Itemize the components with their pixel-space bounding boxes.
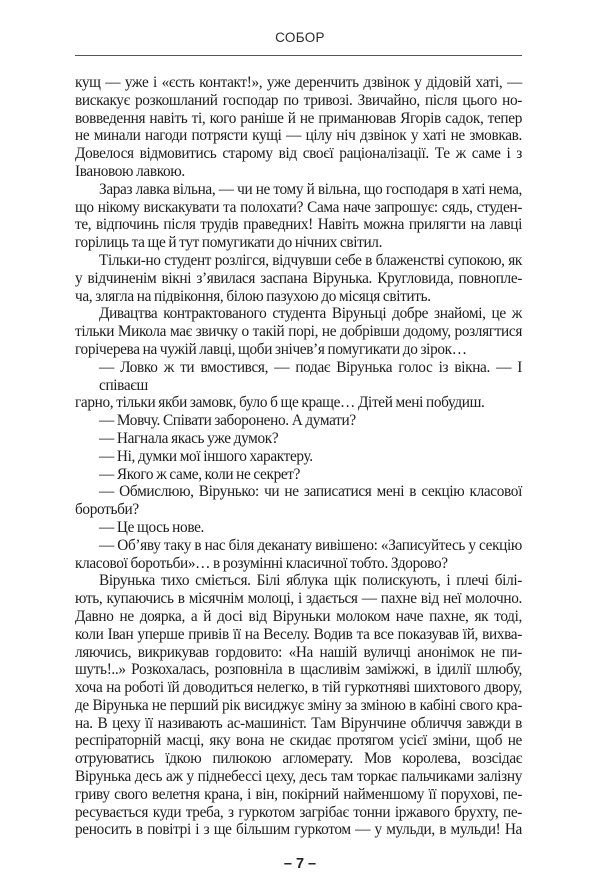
text-line: Тільки-но студент розлігся, відчувши себе в блаженстві супокою, як (99, 251, 522, 269)
text-line: — Нагнала якась уже думок? (99, 429, 279, 447)
header-rule (75, 55, 522, 56)
body-text (75, 74, 522, 839)
text-line: Вірунька десь аж у піднебессі цеху, десь там торкає пальчиками залізну (75, 768, 522, 786)
text-line: — Об’яву таку в нас біля деканату вивішено: «Записуйтесь у секцію (99, 536, 522, 554)
text-line: — Якого ж саме, коли не секрет? (99, 465, 301, 483)
text-line: Івановою лавкою. (75, 162, 185, 180)
text-line: де Вірунька не перший рік висиджує зміну за зміною в кабіні свого кра- (75, 696, 522, 714)
text-line: Вірунька тихо сміється. Білі яблука щік полискують, і плечі білі- (99, 572, 522, 590)
text-line: — Обмислюю, Вірунько: чи не записатися мені в секцію класової (99, 483, 522, 501)
text-line: кущ — уже і «єсть контакт!», уже деренчить дзвінок у дідовій хаті, — (75, 74, 522, 91)
text-line: — Ловко ж ти вмостився, — подає Вірунька голос із вікна. — І співаєш (99, 358, 522, 394)
text-line: не минали нагоди потрясти кущі — цілу ніч дзвінок у хаті не змовкав. (75, 127, 522, 145)
text-line: Довелося відмовитись старому від своєї раціоналізації. Те ж саме і з (75, 145, 522, 163)
text-line: реносить в повітрі і з ще більшим гуркотом — у мульди, в мульди! На (75, 821, 522, 839)
text-line: — Мовчу. Співати заборонено. А думати? (99, 412, 356, 430)
text-line: коли Іван уперше привів її на Веселу. Водив та все показував їй, вихва- (75, 625, 522, 643)
text-line: тільки Микола має звичку о такій порі, не добрівши додому, розлягтися (75, 323, 522, 341)
text-line: що нікому вискакувати та полохати? Сама наче запрошує: сядь, студен- (75, 198, 522, 216)
text-line: ресувається куди треба, з гуркотом загрібає тонни іржавого брухту, пе- (75, 803, 522, 821)
text-line: хоча на роботі їй доводиться нелегко, в тій гуркотняві шихтового двору, (75, 679, 522, 697)
text-line: ча, злягла на підвіконня, білою пазухою до місяця світить. (75, 287, 431, 305)
text-line: ляючись, викрикував гордовито: «На нашій вуличці анонімок не пи- (75, 643, 522, 661)
text-line: на. В цеху її називають ас-машиніст. Там Вірунчине обличчя завжди в (75, 714, 522, 732)
text-line: Давно не доярка, а й досі від Віруньки молоком наче пахне, як тоді, (75, 607, 522, 625)
text-line: боротьби? (75, 501, 139, 519)
text-line: Дивацтва контрактованого студента Віруньці добре знайомі, це ж (99, 305, 522, 323)
text-line: Зараз лавка вільна, — чи не тому й вільна, що господаря в хаті нема, (99, 180, 522, 198)
text-line: вискакує розкошланий господар по тривозі. Звичайно, після цього но- (75, 91, 522, 109)
page-number: – 7 – (283, 856, 317, 873)
text-line: — Це щось нове. (99, 518, 205, 536)
text-line: горічерева на чужій лавці, щоби знічев’я помугикати до зірок… (75, 340, 467, 358)
text-line: респіраторній масці, яку вона не скидає протягом усієї зміни, щоб не (75, 732, 522, 750)
text-line: отруюватись їдкою пилюкою агломерату. Мов королева, возсідає (75, 750, 522, 768)
text-line: класової боротьби»… в розумінні класичної тобто. Здорово? (75, 554, 448, 572)
text-line: гриву свого велетня крана, і він, покірний найменшому її порухові, пе- (75, 785, 522, 803)
running-head: СОБОР (275, 30, 325, 45)
text-line: вовведення навіть ті, кого раніше й не приманював Ягорів садок, тепер (75, 109, 522, 127)
text-line: горілиць та ще й тут помугикати до нічних світил. (75, 234, 383, 252)
text-line: шуть!..» Розкохалась, розповніла в щасливім заміжжі, в ідилії шлюбу, (75, 661, 522, 679)
text-line: у відчиненім вікні з’явилася заспана Вірунька. Кругловида, повнопле- (75, 269, 522, 287)
text-line: — Ні, думки мої іншого характеру. (99, 447, 313, 465)
text-line: те, відпочинь після трудів праведних! Навіть можна прилягти на лавці (75, 216, 522, 234)
text-line: гарно, тільки якби замовк, було б ще краще… Дітей мені побудиш. (75, 394, 485, 412)
text-line: ють, купаючись в місячнім молоці, і здається — пахне від неї молочно. (75, 590, 522, 608)
